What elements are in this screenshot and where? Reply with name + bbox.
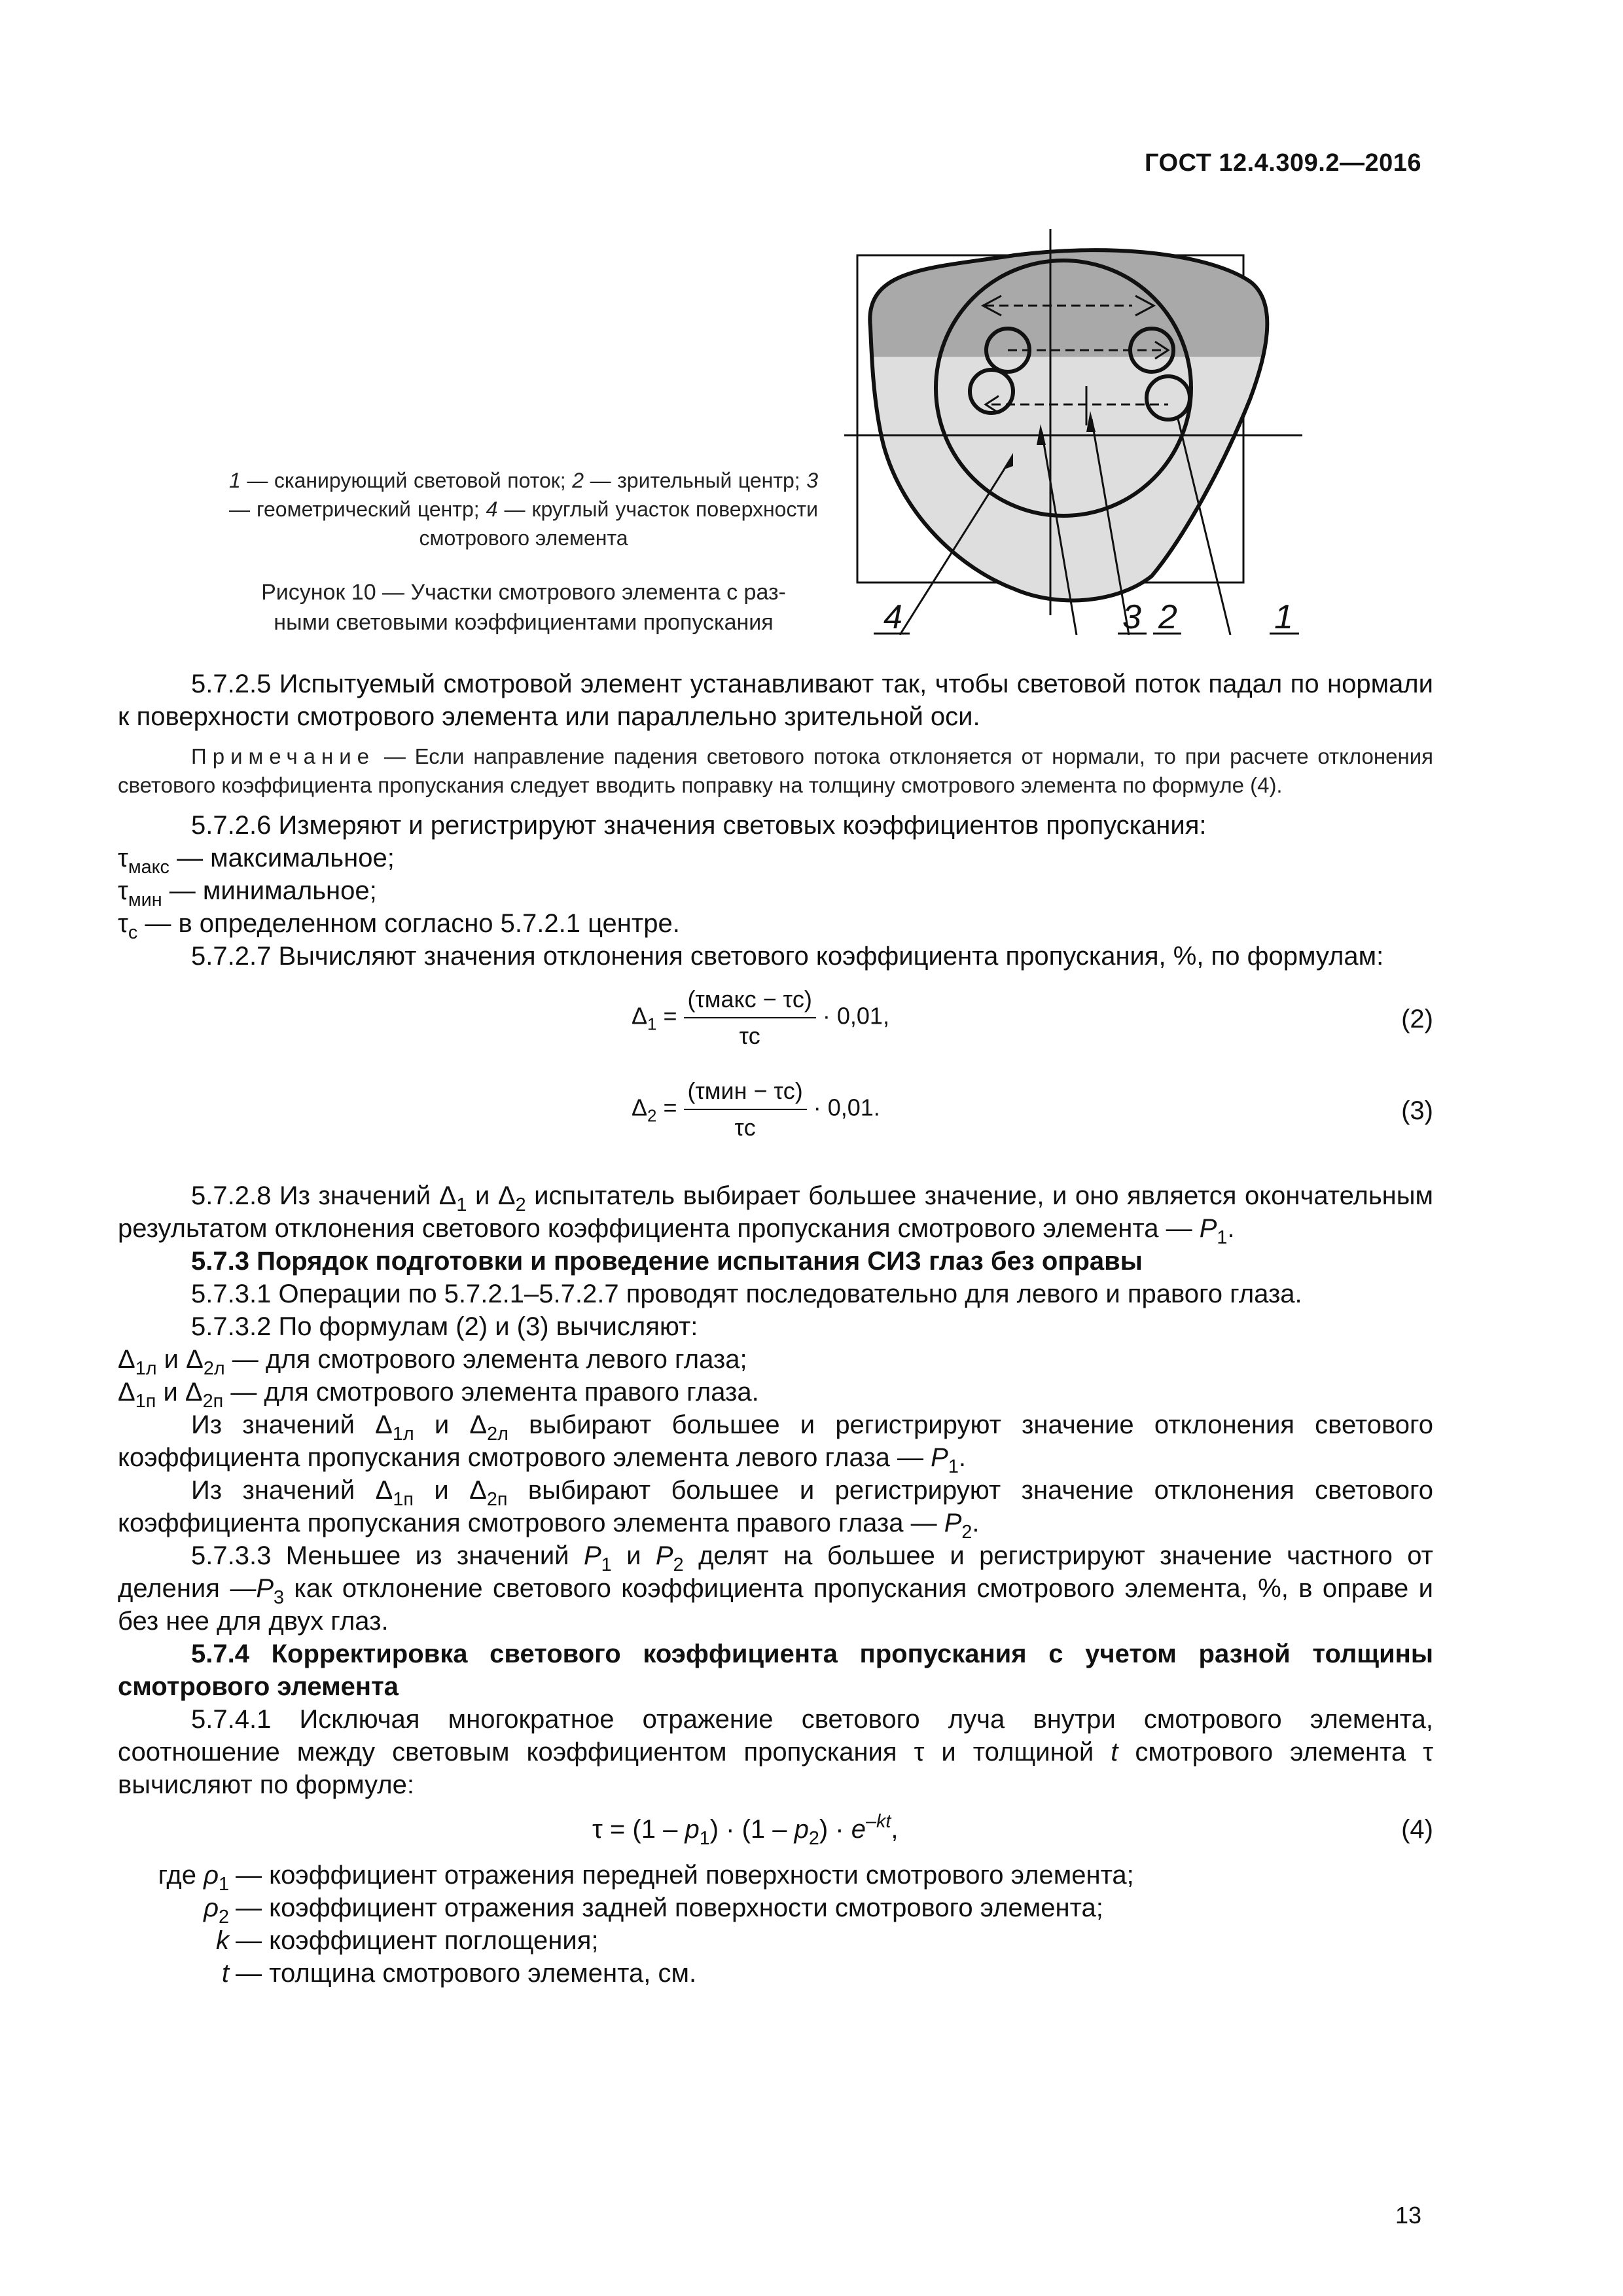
figure-legend: 1 — сканирующий световой поток; 2 — зрительный центр; 3 — геометрический центр; 4 — круглый участок поверхности смотрового элемента (229, 469, 819, 550)
legend-number: 4 (486, 497, 498, 521)
tau-min-line: $\tau_{мин}$ — минимальное; (118, 876, 377, 911)
svg-text:4: 4 (883, 598, 902, 635)
equation-number: (3) (1401, 1096, 1433, 1125)
choose-left-paragraph: Из значений $\Delta_{1л}$ и $\Delta_{2л}$ выбирают большее и регистрируют значение отклонения светового коэффициента пропускания смотрового элемента левого глаза — $P_1$. (118, 1410, 1433, 1478)
where-t: t — толщина смотрового элемента, см. (221, 1959, 697, 1988)
right-eye-line: $\Delta_{1п}$ и $\Delta_{2п}$ — для смотрового элемента правого глаза. (118, 1378, 759, 1412)
clause-5-7-2-5: 5.7.2.5 Испытуемый смотровой элемент устанавливают так, чтобы световой поток падал по нормали к поверхности смотрового элемента или параллельно зрительной оси. (118, 670, 1433, 731)
where-rho1: где $\rho_1$ — коэффициент отражения передней поверхности смотрового элемента; (158, 1861, 1134, 1895)
formula-3: $\Delta_2$ = $\frac{\text{(τмин − τс)}}{\tau с}$ · 0,01. (3) (118, 1075, 1433, 1153)
svg-text:2: 2 (1158, 598, 1177, 635)
legend-number: 1 (229, 469, 241, 492)
clause-5-7-2-7: 5.7.2.7 Вычисляют значения отклонения светового коэффициента пропускания, %, по формулам: (191, 942, 1384, 971)
svg-text:1: 1 (1274, 598, 1293, 635)
figure-10-diagram (844, 229, 1309, 635)
clause-5-7-2-6: 5.7.2.6 Измеряют и регистрируют значения световых коэффициентов пропускания: (191, 811, 1207, 840)
left-eye-line: $\Delta_{1л}$ и $\Delta_{2л}$ — для смотрового элемента левого глаза; (118, 1345, 747, 1380)
formula-4: $\tau = (1 - p_1) \cdot (1 - p_2) \cdot e^{-kt}$, (4) (592, 1811, 1433, 1850)
legend-number: 3 (806, 469, 819, 492)
svg-text:3: 3 (1122, 598, 1141, 635)
note: Примечание — Если направление падения светового потока отклоняется от нормали, то при расчете отклонения светового коэффициента пропускания следует вводить поправку на толщину смотрового элемента по формуле (4). (118, 744, 1433, 797)
figure-label-2 (1153, 598, 1181, 635)
heading-5-7-4: 5.7.4 Корректировка светового коэффициента пропускания с учетом разной толщины смотрового элемента (118, 1640, 1433, 1701)
heading-5-7-3: 5.7.3 Порядок подготовки и проведение испытания СИЗ глаз без оправы (191, 1247, 1143, 1276)
legend-number: 2 (572, 469, 584, 492)
document-header: ГОСТ 12.4.309.2—2016 (1144, 149, 1421, 177)
clause-5-7-4-1: 5.7.4.1 Исключая многократное отражение светового луча внутри смотрового элемента, соотношение между световым коэффициентом пропускания τ и толщиной t смотрового элемента τ вычисляют по формуле: (118, 1705, 1434, 1799)
figure-title: Рисунок 10 — Участки смотрового элемента с раз- ными световыми коэффициентами пропускания (261, 580, 786, 635)
figure-label-1 (1270, 598, 1299, 635)
clause-5-7-3-3: 5.7.3.3 Меньшее из значений $P_1$ и $P_2$ делят на большее и регистрируют значение частного от деления $—P_3$ как отклонение светового коэффициента пропускания смотрового элемента, %, в оправе и без нее для двух глаз. (118, 1541, 1433, 1636)
figure-label-3 (1118, 598, 1147, 635)
where-k: k — коэффициент поглощения; (216, 1926, 599, 1955)
clause-5-7-3-2: 5.7.3.2 По формулам (2) и (3) вычисляют: (191, 1312, 698, 1341)
clause-5-7-2-8: 5.7.2.8 Из значений $\Delta_1$ и $\Delta_2$ испытатель выбирает большее значение, и оно является окончательным результатом отклонения светового коэффициента пропускания смотрового элемента — $P_1$. (118, 1181, 1434, 1249)
equation-number: (4) (1401, 1815, 1433, 1844)
choose-right-paragraph: Из значений $\Delta_{1п}$ и $\Delta_{2п}$ выбирают большее и регистрируют значение отклонения светового коэффициента пропускания смотрового элемента правого глаза — $P_2$. (118, 1476, 1433, 1543)
clause-5-7-3-1: 5.7.3.1 Операции по 5.7.2.1–5.7.2.7 проводят последовательно для левого и правого глаза. (191, 1280, 1302, 1308)
main-text (118, 668, 1433, 1990)
equation-number: (2) (1401, 1005, 1433, 1033)
tau-c-line: $\tau_с$ — в определенном согласно 5.7.2.1 центре. (118, 909, 680, 944)
lens-fill (844, 229, 1309, 635)
where-rho2: $\rho_2$ — коэффициент отражения задней поверхности смотрового элемента; (204, 1893, 1103, 1928)
formula-2: $\Delta_1$ = $\frac{\text{(τмакс − τс)}}{\tau с}$ · 0,01, (2) (118, 983, 1433, 1062)
page-number: 13 (1395, 2202, 1421, 2229)
tau-max-line: $\tau_{макс}$ — максимальное; (118, 844, 395, 878)
